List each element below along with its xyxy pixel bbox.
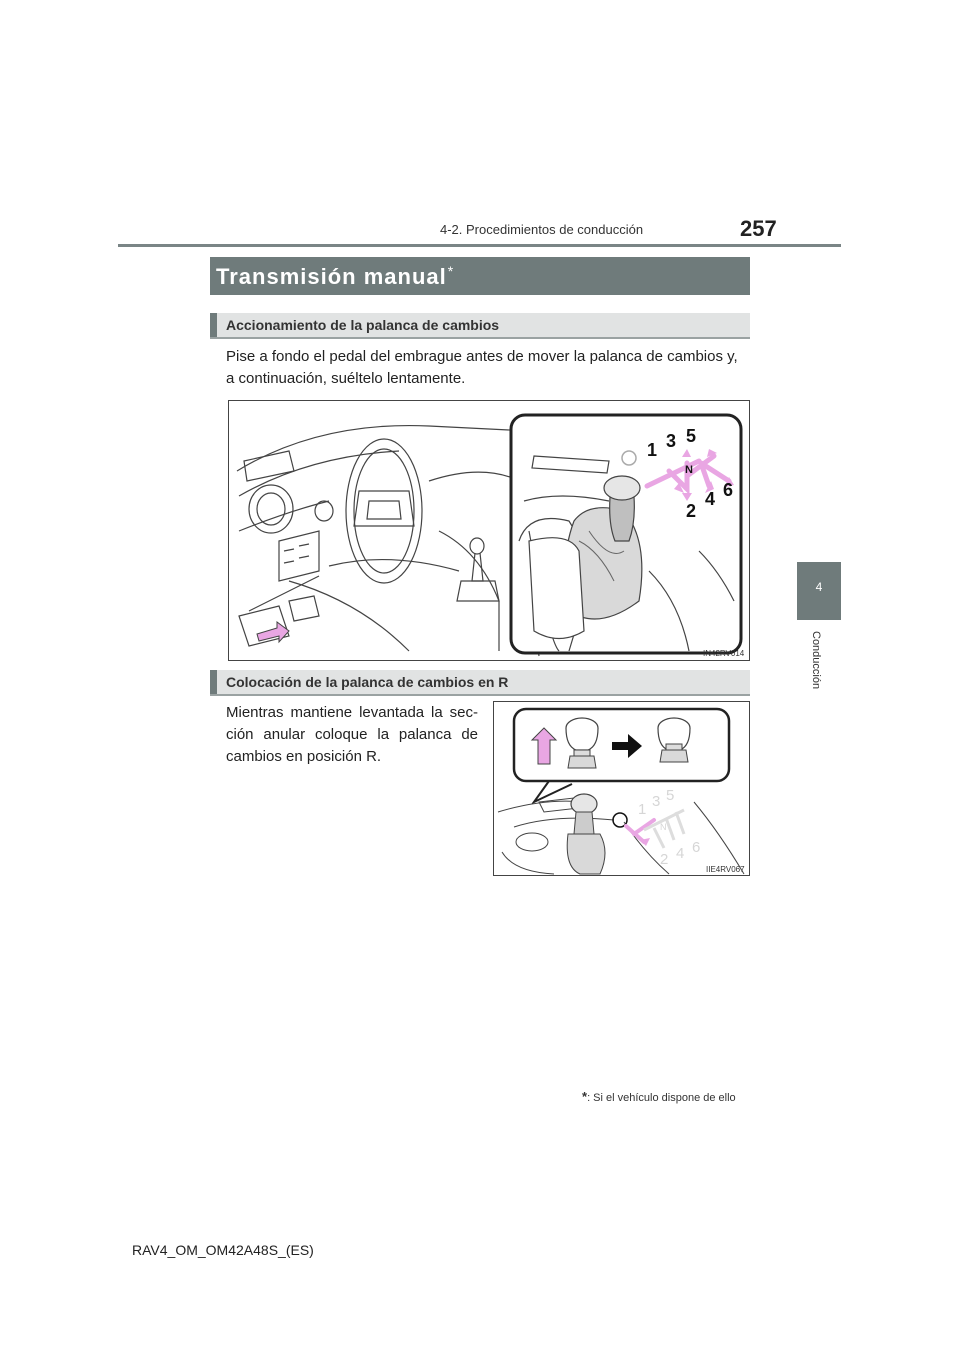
section-title-marker: *	[447, 263, 455, 279]
gear-label-2: 2	[660, 851, 669, 868]
subheading-text: Colocación de la palanca de cambios en R	[226, 674, 509, 690]
figure-code: IIE4RV067	[706, 865, 745, 874]
gear-label-2: 2	[686, 501, 697, 521]
chapter-number: 4	[815, 580, 823, 594]
running-header-section: 4-2. Procedimientos de conducción	[440, 222, 644, 237]
section-title	[216, 263, 454, 290]
hand-illustration	[529, 538, 584, 639]
reverse-instruction-paragraph	[226, 702, 478, 768]
section-title-text: Transmisión manual	[216, 264, 447, 289]
gear-label-5: 5	[666, 787, 675, 804]
pedal-arrow-icon	[257, 622, 289, 642]
subheading-reverse-position	[210, 670, 750, 696]
chapter-tab	[797, 562, 841, 620]
reverse-instruction-line: Mientras mantiene levantada la sec-	[226, 704, 478, 721]
interior-illustration	[229, 401, 750, 661]
subheading-mark	[210, 670, 217, 694]
gear-label-1: 1	[638, 801, 647, 818]
gear-label-n: N	[685, 464, 693, 476]
gear-label-3: 3	[666, 431, 677, 451]
footnote-marker: *	[582, 1089, 588, 1104]
footnote-text: : Si el vehículo dispone de ello	[587, 1092, 736, 1104]
instruction-paragraph	[226, 346, 738, 390]
header-rule	[118, 244, 841, 247]
footnote	[582, 1089, 736, 1104]
chapter-title: Conducción	[810, 631, 822, 690]
instruction-line: Pise a fondo el pedal del embrague antes de mover la palanca de cambios y,	[226, 348, 738, 365]
gear-label-3: 3	[652, 793, 661, 810]
document-code: RAV4_OM_OM42A48S_(ES)	[132, 1242, 314, 1258]
reverse-instruction-line: cambios en posición R.	[226, 748, 382, 765]
chapter-title-vertical	[808, 631, 828, 711]
gear-label-4: 4	[705, 489, 716, 509]
gear-label-n: N	[660, 822, 667, 832]
gear-label-6: 6	[692, 839, 701, 856]
subheading-mark	[210, 313, 217, 337]
subheading-gear-operation	[210, 313, 750, 339]
instruction-line: a continuación, suéltelo lentamente.	[226, 370, 466, 387]
gear-label-1: 1	[647, 440, 658, 460]
figure-code: IN42RV014	[703, 649, 745, 658]
gear-label-5: 5	[686, 426, 697, 446]
gear-label-6: 6	[723, 480, 734, 500]
subheading-text: Accionamiento de la palanca de cambios	[226, 317, 500, 333]
figure-reverse-shift	[493, 701, 750, 876]
reverse-instruction-line: ción anular coloque la palanca de	[226, 726, 478, 743]
page-number: 257	[740, 216, 777, 241]
reverse-illustration	[494, 702, 750, 876]
gear-label-4: 4	[676, 845, 685, 862]
figure-interior-shift-lever	[228, 400, 750, 661]
